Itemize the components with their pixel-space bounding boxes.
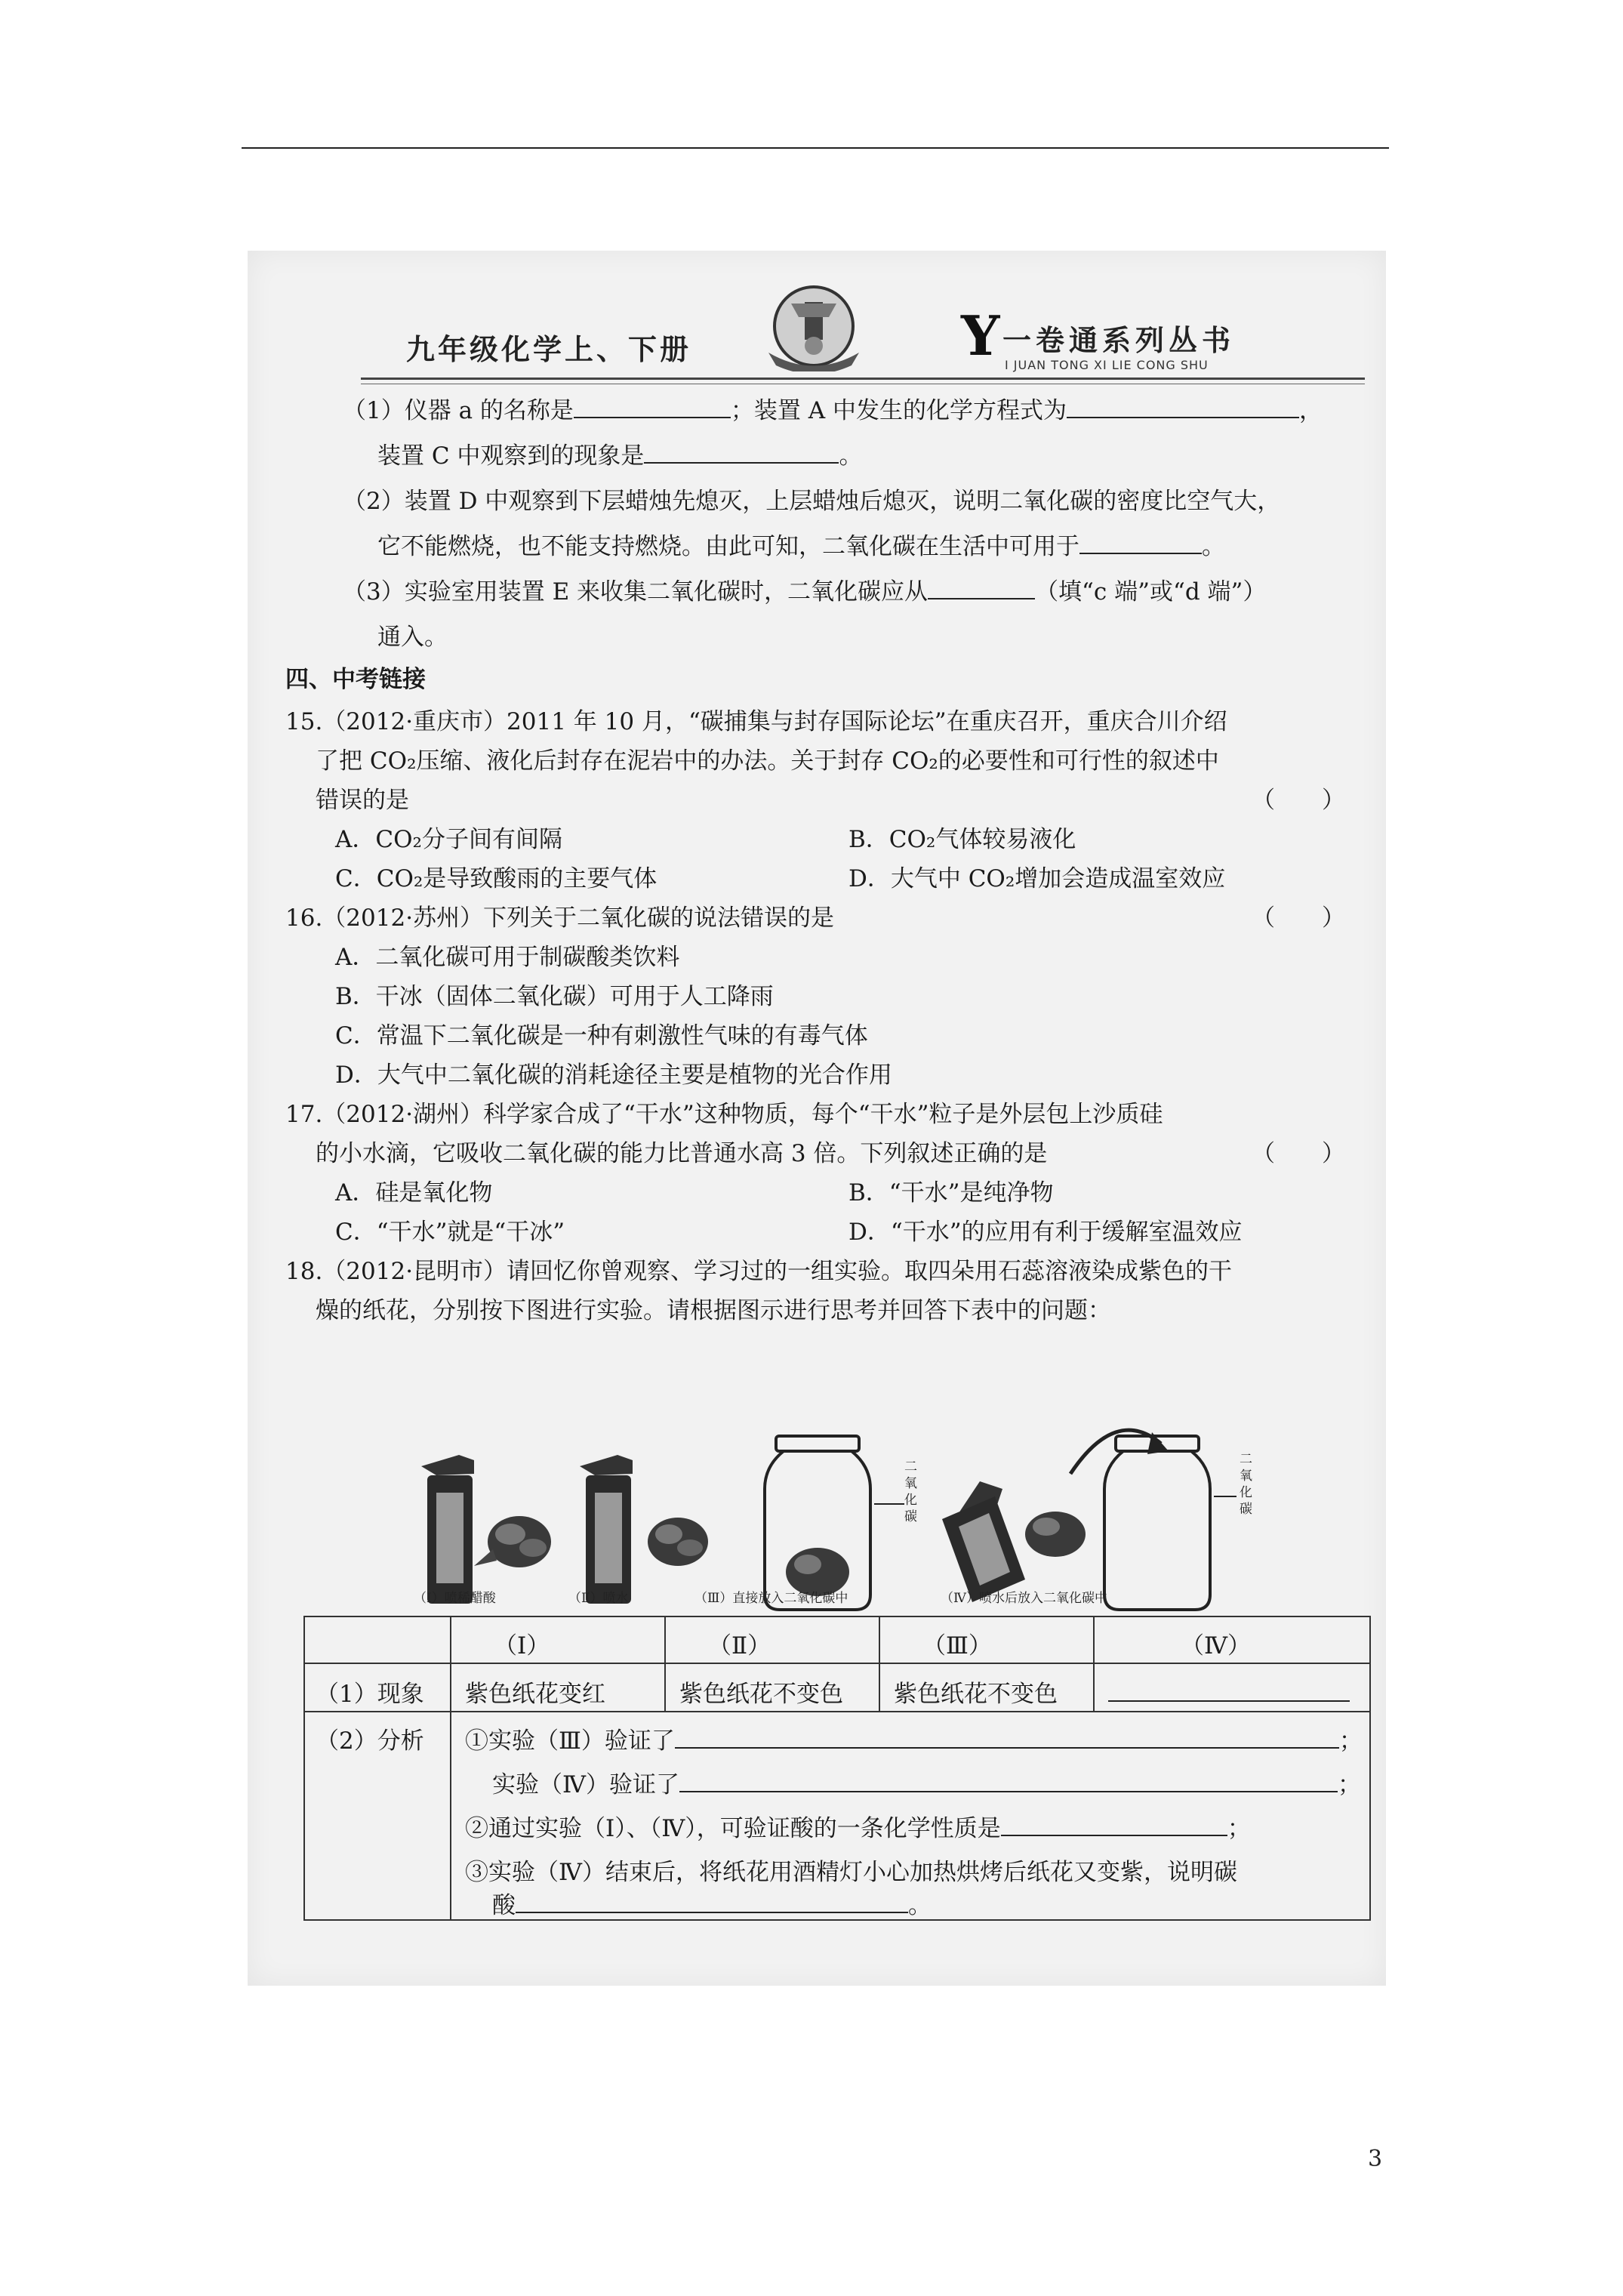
spray-bottle-icon <box>942 1481 1025 1602</box>
book-logo <box>761 281 867 371</box>
caption-i: （Ⅰ）喷稀醋酸 <box>414 1591 496 1606</box>
row-label-phenomenon: （1）现象 <box>316 1681 424 1708</box>
q17-option-c: C．“干水”就是“干冰” <box>335 1219 565 1246</box>
q18-line2: 燥的纸花，分别按下图进行实验。请根据图示进行思考并回答下表中的问题： <box>316 1297 1111 1324</box>
q15-option-b: B．CO₂气体较易液化 <box>848 826 1076 853</box>
jar-label-iv: 二氧化碳 <box>1240 1452 1252 1517</box>
paper-flower-icon <box>474 1516 551 1567</box>
cont-q1-line2: 装置 C 中观察到的现象是 。 <box>377 442 863 470</box>
q17-line2: 的小水滴，它吸收二氧化碳的能力比普通水高 3 倍。下列叙述正确的是 <box>316 1140 1048 1167</box>
caption-iii: （Ⅲ）直接放入二氧化碳中 <box>694 1591 848 1606</box>
q17-option-b: B．“干水”是纯净物 <box>848 1179 1054 1207</box>
table-header-iii: （Ⅲ） <box>922 1632 992 1660</box>
cont-q2-line1: （2）装置 D 中观察到下层蜡烛先熄灭，上层蜡烛后熄灭，说明二氧化碳的密度比空气大， <box>343 488 1281 515</box>
page-number: 3 <box>1368 2146 1383 2172</box>
brand-name: 一卷通系列丛书 <box>1002 323 1236 357</box>
q16-line1: 16.（2012·苏州）下列关于二氧化碳的说法错误的是 <box>285 905 835 932</box>
q15-option-a: A．CO₂分子间有间隔 <box>335 826 562 853</box>
brand-letter: Y <box>961 304 1000 368</box>
q16-option-b: B．干冰（固体二氧化碳）可用于人工降雨 <box>335 983 774 1010</box>
analysis-line-1: ①实验（Ⅲ）验证了 ； <box>465 1727 1363 1755</box>
jar-label-iii: 二氧化碳 <box>904 1459 917 1524</box>
analysis-line-2: 实验（Ⅳ）验证了 ； <box>492 1771 1361 1798</box>
results-table <box>303 1616 1371 1921</box>
header-rule <box>361 378 1365 380</box>
gas-jar-icon <box>765 1436 904 1610</box>
q15-option-d: D．大气中 CO₂增加会造成温室效应 <box>848 865 1226 892</box>
q15-option-c: C．CO₂是导致酸雨的主要气体 <box>335 865 658 892</box>
caption-iv: （Ⅳ）喷水后放入二氧化碳中 <box>941 1591 1107 1606</box>
cell-phenomenon-iv-blank[interactable] <box>1108 1675 1350 1702</box>
analysis-line-4: ③实验（Ⅳ）结束后，将纸花用酒精灯小心加热烘烤后纸花又变紫，说明碳 <box>465 1859 1237 1886</box>
brand-pinyin: I JUAN TONG XI LIE CONG SHU <box>1005 358 1209 372</box>
scanned-sheet <box>248 251 1386 1986</box>
q17-line1: 17.（2012·湖州）科学家合成了“干水”这种物质，每个“干水”粒子是外层包上沙质硅 <box>285 1101 1163 1128</box>
book-title: 九年级化学上、下册 <box>406 332 692 366</box>
spray-bottle-icon <box>421 1455 474 1604</box>
analysis-line-5: 酸 。 <box>492 1892 932 1919</box>
table-header-iv: （Ⅳ） <box>1181 1632 1251 1660</box>
cont-q1-line1: （1）仪器 a 的名称是 ；装置 A 中发生的化学方程式为 ， <box>343 397 1323 424</box>
gas-jar-icon <box>1104 1436 1236 1610</box>
spray-bottle-icon <box>580 1455 633 1604</box>
q17-option-a: A．硅是氧化物 <box>335 1179 493 1207</box>
q16-answer-paren[interactable]: （ ） <box>1252 905 1345 932</box>
caption-ii: （Ⅱ）喷水 <box>568 1591 629 1606</box>
paper-flower-icon <box>1025 1512 1086 1557</box>
cont-q2-line2: 它不能燃烧，也不能支持燃烧。由此可知，二氧化碳在生活中可用于 。 <box>377 533 1225 560</box>
q15-line3: 错误的是 <box>316 787 409 814</box>
table-header-ii: （Ⅱ） <box>708 1632 771 1660</box>
cell-phenomenon-iii: 紫色纸花不变色 <box>894 1681 1058 1708</box>
q15-line2: 了把 CO₂压缩、液化后封存在泥岩中的办法。关于封存 CO₂的必要性和可行性的叙述中 <box>316 747 1219 775</box>
paper-flower-icon <box>648 1518 708 1566</box>
table-header-i: （Ⅰ） <box>494 1632 550 1660</box>
cell-phenomenon-ii: 紫色纸花不变色 <box>679 1681 843 1708</box>
cell-phenomenon-i: 紫色纸花变红 <box>465 1681 605 1708</box>
q16-option-d: D．大气中二氧化碳的消耗途径主要是植物的光合作用 <box>335 1062 892 1089</box>
q16-option-c: C．常温下二氧化碳是一种有刺激性气味的有毒气体 <box>335 1022 868 1049</box>
q16-option-a: A．二氧化碳可用于制碳酸类饮料 <box>335 944 680 971</box>
q15-line1: 15.（2012·重庆市）2011 年 10 月，“碳捕集与封存国际论坛”在重庆召开，重庆合川介绍 <box>285 708 1227 735</box>
cont-q3-line1: （3）实验室用装置 E 来收集二氧化碳时，二氧化碳应从 （填“c 端”或“d 端”） <box>343 578 1267 606</box>
q18-line1: 18.（2012·昆明市）请回忆你曾观察、学习过的一组实验。取四朵用石蕊溶液染成紫色的干 <box>285 1258 1233 1285</box>
q17-answer-paren[interactable]: （ ） <box>1252 1140 1345 1167</box>
section-title: 四、中考链接 <box>285 666 426 693</box>
row-label-analysis: （2）分析 <box>316 1727 424 1755</box>
cont-q3-line2: 通入。 <box>377 624 448 651</box>
q15-answer-paren[interactable]: （ ） <box>1252 787 1345 814</box>
top-rule <box>242 147 1389 149</box>
q17-option-d: D．“干水”的应用有利于缓解室温效应 <box>848 1219 1243 1246</box>
analysis-line-3: ②通过实验（Ⅰ）、（Ⅳ），可验证酸的一条化学性质是 ； <box>465 1815 1251 1842</box>
